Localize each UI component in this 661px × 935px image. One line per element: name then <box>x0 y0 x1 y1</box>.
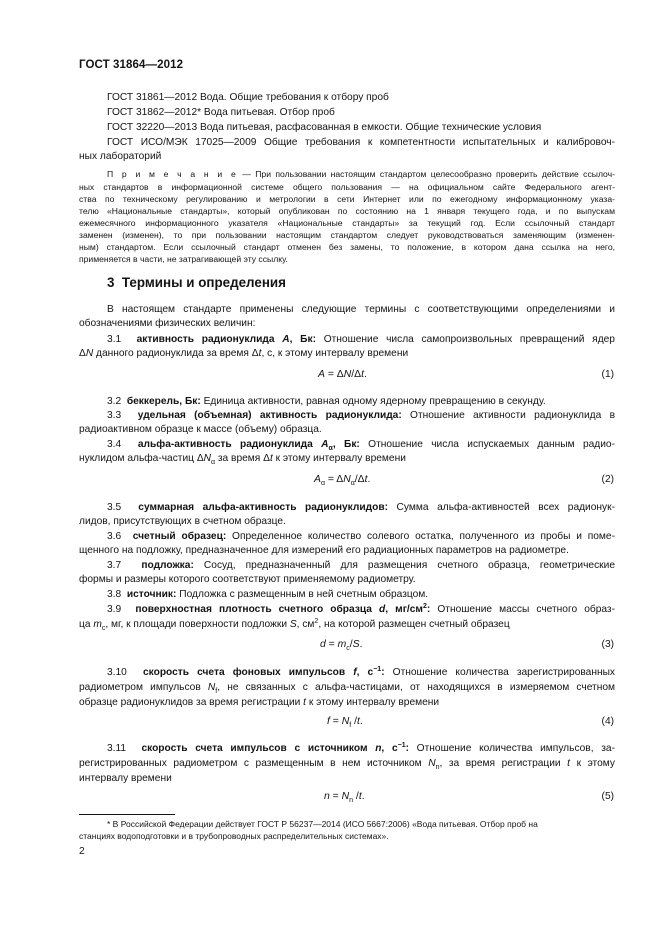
term-title: подложка: <box>141 560 194 571</box>
section-heading <box>107 275 286 290</box>
note-line: ства по техническому регулированию и метрологии в сети Интернет или по ежегодному информационному указа- <box>79 194 615 204</box>
term-title: источник: <box>126 589 177 600</box>
term-3-6: 3.6 счетный образец: Определенное количество солевого остатка, полученного из пробы и поме- <box>107 531 615 542</box>
document-header: ГОСТ 31864—2012 <box>79 59 184 71</box>
page-number: 2 <box>79 846 85 857</box>
term-3-11: 3.11 скорость счета импульсов с источником n, $с^{-1}$: Отношение количества импульсов, за- <box>107 742 615 754</box>
equation-5: $n = N_n$ /t. <box>324 791 365 804</box>
equation-1: A = ΔN/Δt. <box>318 369 367 380</box>
term-3-11-continued: регистрированных радиометром с размещенным в нем источником $N_n$, за время регистрации t к этому <box>79 758 615 771</box>
intro-line: В настоящем стандарте применены следующие термины с соответствующими определениями и <box>107 304 615 315</box>
equation-number: (3) <box>601 639 614 650</box>
term-3-5-continued: лидов, присутствующих в счетном образце. <box>79 516 286 527</box>
reference-item: ГОСТ 31861—2012 Вода. Общие требования к отбору проб <box>107 92 389 103</box>
note-line: ных стандартов в информационной системе общего пользования — на официальном сайте Федерального агент- <box>79 182 615 192</box>
term-title: беккерель, Бк: <box>126 396 201 407</box>
note-text: — При пользовании настоящим стандартом целесообразно проверить действие ссылоч- <box>237 169 615 179</box>
term-3-1-continued: ΔN данного радионуклида за время Δt, с, к этому интервалу времени <box>79 348 409 359</box>
footnote-line: * В Российской Федерации действует ГОСТ Р 56237—2014 (ИСО 5667:2006) «Вода питьевая. Отбор проб на <box>107 819 538 829</box>
term-3-6-continued: щенного на подложку, предназначенное для измерений его радиационных параметров на радиометре. <box>79 545 569 556</box>
reference-item: ГОСТ 32220—2013 Вода питьевая, расфасованная в емкости. Общие технические условия <box>107 122 542 133</box>
term-title: поверхностная плотность счетного образца <box>135 604 372 615</box>
note-line: ежемесячного информационного указателя «Национальные стандарты» за текущий год. Если ссылочный стандарт <box>79 218 615 228</box>
note-line: применяется в части, не затрагивающей эту ссылку. <box>79 254 288 264</box>
equation-4: $f = N_f$ /t. <box>327 716 363 729</box>
term-3-1: 3.1 активность радионуклида A, Бк: Отношение числа самопроизвольных превращений ядер <box>107 334 615 345</box>
term-3-9: 3.9 поверхностная плотность счетного образца d, $мг/см^2$: Отношение массы счетного образ- <box>107 603 615 615</box>
equation-number: (2) <box>601 474 614 485</box>
term-title: счетный образец: <box>132 531 227 542</box>
footnote-divider <box>79 814 175 815</box>
term-3-4: 3.4 альфа-активность радионуклида $A_\alpha$, Бк: Отношение числа испускаемых данным радио- <box>107 439 615 452</box>
term-3-9-continued: ца $m_c$, мг, к площади поверхности подложки S, $см^2$, на которой размещен счетный образец <box>79 618 510 632</box>
term-title: скорость счета фоновых импульсов <box>142 667 346 678</box>
term-3-4-continued: нуклидом альфа-частиц $\Delta N_\alpha$ за время Δt к этому интервалу времени <box>79 453 406 466</box>
term-3-10: 3.10 скорость счета фоновых импульсов f, $с^{-1}$: Отношение количества зарегистрированных <box>107 666 615 678</box>
note-line: заменен (изменен), то при пользовании настоящим стандартом следует руководствоваться заменяющим (изменен- <box>79 230 615 240</box>
equation-3: $d = m_c/S$. <box>320 639 363 652</box>
term-title: удельная (объемная) активность радионуклида: <box>137 410 402 421</box>
term-3-5: 3.5 суммарная альфа-активность радионуклидов: Сумма альфа-активностей всех радионук- <box>107 502 615 513</box>
term-title: альфа-активность радионуклида <box>137 439 313 450</box>
reference-item-continued: ных лабораторий <box>79 151 162 162</box>
footnote-line: станциях водоподготовки и в трубопроводных распределительных системах». <box>79 831 389 841</box>
section-number: 3 <box>107 275 115 290</box>
equation-number: (5) <box>601 791 614 802</box>
term-3-2: 3.2 беккерель, Бк: Единица активности, равная одному ядерному превращению в секунду. <box>107 396 546 407</box>
note-label: П р и м е ч а н и е <box>107 169 238 179</box>
term-3-11-continued: интервалу времени <box>79 773 172 784</box>
term-3-10-continued: радиометром импульсов $N_f$, не связанных с альфа-частицами, от находящихся в измеряемом счетном <box>79 682 616 695</box>
term-3-8: 3.8 источник: Подложка с размещенным в ней счетным образцом. <box>107 589 429 600</box>
intro-line: обозначениями физических величин: <box>79 318 256 329</box>
term-title: активность радионуклида <box>136 334 275 345</box>
equation-number: (1) <box>601 369 614 380</box>
section-title: Термины и определения <box>121 275 286 290</box>
term-3-7-continued: формы и размеры которого соответствуют применяемому радиометру. <box>79 574 416 585</box>
note-line: телю «Национальные стандарты», который опубликован по состоянию на 1 января текущего года, и по выпускам <box>79 206 615 216</box>
term-3-7: 3.7 подложка: Сосуд, предназначенный для размещения счетного образца, геометрические <box>107 560 615 571</box>
equation-number: (4) <box>601 716 614 727</box>
note-line: ным) стандартом. Если ссылочный стандарт отменен без замены, то положение, в котором дана ссылка на него, <box>79 242 615 252</box>
term-title: суммарная альфа-активность радионуклидов: <box>138 502 388 513</box>
term-3-3-continued: радиоактивном образце к массе (объему) образца. <box>79 424 322 435</box>
reference-item: ГОСТ 31862—2012* Вода питьевая. Отбор проб <box>107 107 335 118</box>
term-3-3: 3.3 удельная (объемная) активность радионуклида: Отношение активности радионуклида в <box>107 410 615 421</box>
equation-2: $A_\alpha = \Delta N_\alpha/\Delta t$. <box>314 474 371 487</box>
note-first-line <box>107 168 615 180</box>
reference-item: ГОСТ ИСО/МЭК 17025—2009 Общие требования к компетентности испытательных и калибровоч- <box>107 137 615 148</box>
term-3-10-continued: образце радионуклидов за время регистрации t к этому интервалу времени <box>79 697 440 708</box>
term-title: скорость счета импульсов с источником <box>141 743 368 754</box>
